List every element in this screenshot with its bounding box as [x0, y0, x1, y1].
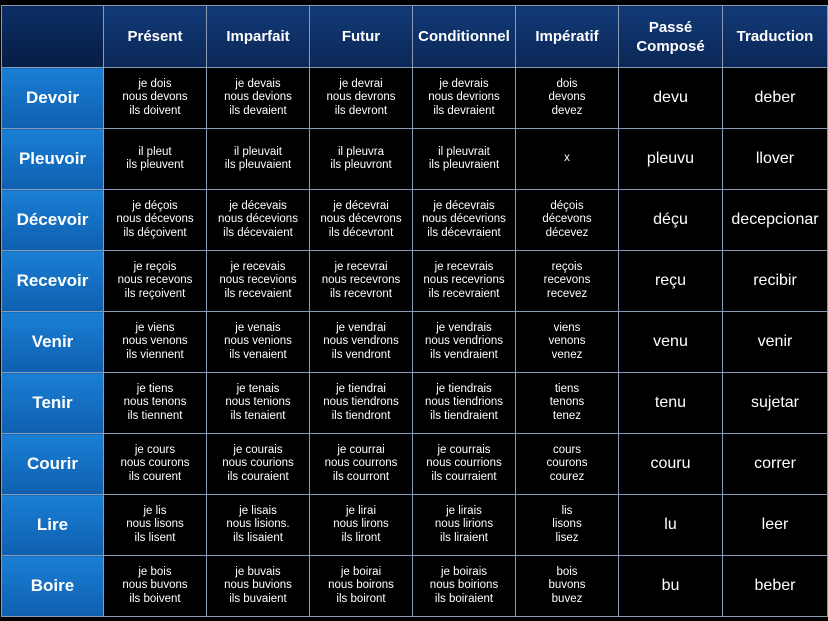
- conjugation-line: recevons: [543, 274, 591, 287]
- conjugation-line: lisez: [555, 531, 579, 544]
- conjugation-line: x: [564, 152, 570, 165]
- column-header: [619, 6, 723, 68]
- futur-cell: [310, 556, 413, 617]
- column-header: [516, 6, 619, 68]
- conjugation-line: il pleuvrait: [438, 145, 490, 158]
- conjugation-line: tenez: [552, 409, 582, 422]
- traduction-cell: leer: [723, 495, 828, 556]
- passe-compose-cell: déçu: [619, 190, 723, 251]
- header-label: Conditionnel: [418, 28, 510, 45]
- conjugation-line: lisons: [552, 518, 582, 531]
- conjugation-line: ils pleuvraient: [428, 159, 500, 171]
- imparfait-cell: [207, 68, 310, 129]
- passe-compose-cell: couru: [619, 434, 723, 495]
- verb-cell: Décevoir: [2, 190, 104, 251]
- conjugation-line: il pleuvra: [337, 145, 385, 158]
- conjugation-line: nous décevrions: [422, 213, 506, 226]
- passe-compose-cell: lu: [619, 495, 723, 556]
- conjugation-line: ils tiendront: [331, 409, 391, 422]
- imperatif-cell: [516, 68, 619, 129]
- table-row: [2, 373, 828, 434]
- conjugation-line: nous tiendrons: [323, 396, 399, 409]
- conjugation-line: je devrais: [439, 77, 489, 90]
- imparfait-cell: [207, 373, 310, 434]
- column-header: [723, 6, 828, 68]
- passe-compose-cell: reçu: [619, 251, 723, 312]
- conjugation-line: viens: [553, 321, 581, 334]
- conjugation-line: venez: [551, 348, 583, 361]
- corner-header: [2, 6, 104, 68]
- conjugation-line: ils recevraient: [428, 287, 500, 300]
- conjugation-line: je lirais: [446, 504, 482, 517]
- conjugation-line: décevez: [545, 226, 589, 239]
- conjugation-line: recevez: [546, 287, 588, 300]
- header-label: Traduction: [736, 28, 814, 45]
- present-cell: [104, 434, 207, 495]
- traduction-cell: recibir: [723, 251, 828, 312]
- conjugation-line: nous buvons: [122, 579, 188, 592]
- column-header: [413, 6, 516, 68]
- conjugation-line: devez: [551, 104, 583, 117]
- imperatif-cell: [516, 129, 619, 190]
- conjugation-line: ils courraient: [431, 470, 497, 483]
- verb-cell: Devoir: [2, 68, 104, 129]
- conjugation-line: je dois: [138, 77, 172, 90]
- verb-cell: Lire: [2, 495, 104, 556]
- conjugation-line: ils venaient: [229, 348, 287, 361]
- column-header: [310, 6, 413, 68]
- table-row: [2, 495, 828, 556]
- conjugation-line: tiens: [554, 382, 580, 395]
- conjugation-line: je décevrais: [433, 199, 495, 212]
- conditionnel-cell: [413, 190, 516, 251]
- conditionnel-cell: [413, 251, 516, 312]
- conjugation-line: ils pleuvront: [330, 159, 392, 171]
- conjugation-line: ils tiennent: [127, 409, 183, 422]
- conjugation-line: nous recevrions: [423, 274, 505, 287]
- conjugation-line: nous courons: [120, 457, 190, 470]
- conjugation-line: je tiendrais: [436, 382, 492, 395]
- imparfait-cell: [207, 190, 310, 251]
- conjugation-line: tenons: [549, 396, 585, 409]
- conjugation-line: nous lisions.: [226, 518, 290, 531]
- conjugation-line: nous recevrons: [321, 274, 401, 287]
- present-cell: [104, 556, 207, 617]
- traduction-cell: llover: [723, 129, 828, 190]
- conjugation-line: nous décevons: [116, 213, 194, 226]
- table-row: [2, 434, 828, 495]
- conjugation-line: je boirai: [340, 565, 382, 578]
- header-label: Composé: [636, 37, 705, 55]
- header-label: Présent: [127, 28, 183, 45]
- present-cell: [104, 251, 207, 312]
- traduction-cell: sujetar: [723, 373, 828, 434]
- conjugation-line: nous courrions: [426, 457, 502, 470]
- conditionnel-cell: [413, 495, 516, 556]
- futur-cell: [310, 251, 413, 312]
- table-row: [2, 68, 828, 129]
- conjugation-line: je tenais: [236, 382, 280, 395]
- conjugation-line: nous recevons: [117, 274, 193, 287]
- conjugation-line: nous décevrons: [320, 213, 402, 226]
- conjugation-line: nous venons: [122, 335, 188, 348]
- conjugation-line: ils tenaient: [230, 409, 286, 422]
- conjugation-line: ils boivent: [129, 592, 181, 605]
- conjugation-line: ils reçoivent: [124, 287, 186, 300]
- imparfait-cell: [207, 495, 310, 556]
- imperatif-cell: [516, 190, 619, 251]
- futur-cell: [310, 434, 413, 495]
- conjugation-line: nous tenions: [225, 396, 291, 409]
- conjugation-line: nous courions: [222, 457, 294, 470]
- present-cell: [104, 190, 207, 251]
- conjugation-line: ils doivent: [129, 104, 181, 117]
- conjugation-line: ils décevraient: [427, 226, 501, 239]
- conjugation-line: nous vendrions: [425, 335, 503, 348]
- conjugation-line: ils recevaient: [224, 287, 292, 300]
- conjugation-line: je boirais: [440, 565, 488, 578]
- conjugation-line: nous devons: [122, 91, 188, 104]
- conjugation-line: ils pleuvaient: [224, 159, 292, 171]
- conditionnel-cell: [413, 312, 516, 373]
- conjugation-line: nous devions: [224, 91, 292, 104]
- table-row: [2, 190, 828, 251]
- conjugation-line: ils déçoivent: [123, 226, 187, 239]
- conjugation-line: ils pleuvent: [126, 159, 184, 171]
- conjugation-line: je lis: [143, 504, 167, 517]
- conditionnel-cell: [413, 434, 516, 495]
- conjugation-line: je devrai: [339, 77, 383, 90]
- conjugation-line: ils vendraient: [430, 348, 498, 361]
- conjugation-line: nous tiendrions: [425, 396, 503, 409]
- imperatif-cell: [516, 373, 619, 434]
- conjugation-line: je vendrai: [336, 321, 386, 334]
- conjugation-line: dois: [556, 77, 578, 90]
- conjugation-line: nous lirions: [434, 518, 494, 531]
- conjugation-line: ils courent: [128, 470, 182, 483]
- conjugation-line: buvez: [551, 592, 583, 605]
- conjugation-line: je décevais: [229, 199, 287, 212]
- conjugation-line: je bois: [138, 565, 172, 578]
- header-row: [2, 6, 828, 68]
- table-row: [2, 251, 828, 312]
- header-label: Impératif: [535, 28, 599, 45]
- conjugation-line: ils liront: [341, 531, 381, 544]
- imparfait-cell: [207, 556, 310, 617]
- present-cell: [104, 129, 207, 190]
- conjugation-line: je reçois: [133, 260, 177, 273]
- conjugation-line: je venais: [235, 321, 281, 334]
- traduction-cell: deber: [723, 68, 828, 129]
- conjugation-line: il pleut: [138, 145, 172, 158]
- traduction-cell: correr: [723, 434, 828, 495]
- traduction-cell: decepcionar: [723, 190, 828, 251]
- conjugation-line: je décevrai: [333, 199, 389, 212]
- conjugation-line: reçois: [551, 260, 583, 273]
- imparfait-cell: [207, 434, 310, 495]
- verb-cell: Tenir: [2, 373, 104, 434]
- traduction-cell: venir: [723, 312, 828, 373]
- column-header: [104, 6, 207, 68]
- conjugation-line: nous lisons: [126, 518, 184, 531]
- conjugation-line: nous vendrons: [323, 335, 399, 348]
- futur-cell: [310, 495, 413, 556]
- imperatif-cell: [516, 312, 619, 373]
- verb-cell: Courir: [2, 434, 104, 495]
- header-label: Imparfait: [226, 28, 290, 45]
- conjugation-line: je lisais: [239, 504, 277, 517]
- imperatif-cell: [516, 556, 619, 617]
- imparfait-cell: [207, 129, 310, 190]
- conjugation-line: il pleuvait: [234, 145, 282, 158]
- conjugation-line: nous boirons: [328, 579, 394, 592]
- conjugation-line: buvons: [548, 579, 586, 592]
- conjugation-line: nous devrions: [428, 91, 500, 104]
- conjugation-line: je buvais: [235, 565, 281, 578]
- conditionnel-cell: [413, 373, 516, 434]
- present-cell: [104, 312, 207, 373]
- table-body: [2, 68, 828, 617]
- futur-cell: [310, 312, 413, 373]
- header-label: Passé: [648, 18, 693, 36]
- conjugation-line: ils décevront: [328, 226, 394, 239]
- conditionnel-cell: [413, 556, 516, 617]
- conjugation-line: venons: [548, 335, 586, 348]
- conjugation-line: nous courrons: [324, 457, 398, 470]
- passe-compose-cell: venu: [619, 312, 723, 373]
- passe-compose-cell: tenu: [619, 373, 723, 434]
- conjugation-line: ils vendront: [331, 348, 391, 361]
- conjugation-line: cours: [552, 443, 582, 456]
- conjugation-line: déçois: [550, 199, 584, 212]
- present-cell: [104, 68, 207, 129]
- verb-cell: Recevoir: [2, 251, 104, 312]
- conjugation-line: nous venions: [224, 335, 292, 348]
- passe-compose-cell: pleuvu: [619, 129, 723, 190]
- conjugation-line: lis: [561, 504, 573, 517]
- conjugation-line: ils devaient: [229, 104, 287, 117]
- conjugation-line: ils couraient: [227, 470, 289, 483]
- verb-cell: Venir: [2, 312, 104, 373]
- imparfait-cell: [207, 251, 310, 312]
- imparfait-cell: [207, 312, 310, 373]
- conjugation-line: je lirai: [345, 504, 377, 517]
- conjugation-line: courez: [549, 470, 585, 483]
- futur-cell: [310, 129, 413, 190]
- conjugation-line: ils boiront: [336, 592, 386, 605]
- conjugation-line: je courrais: [437, 443, 491, 456]
- traduction-cell: beber: [723, 556, 828, 617]
- conjugation-line: je devais: [235, 77, 281, 90]
- conjugation-line: je tiendrai: [336, 382, 386, 395]
- verb-cell: Pleuvoir: [2, 129, 104, 190]
- futur-cell: [310, 68, 413, 129]
- conjugation-line: nous tenons: [123, 396, 187, 409]
- conjugation-line: je courrai: [337, 443, 385, 456]
- futur-cell: [310, 373, 413, 434]
- futur-cell: [310, 190, 413, 251]
- conjugation-line: ils viennent: [126, 348, 184, 361]
- conjugation-line: ils décevaient: [223, 226, 293, 239]
- conjugation-line: ils liraient: [440, 531, 488, 544]
- conditionnel-cell: [413, 129, 516, 190]
- passe-compose-cell: bu: [619, 556, 723, 617]
- imperatif-cell: [516, 434, 619, 495]
- conjugation-line: nous lirons: [333, 518, 389, 531]
- conjugation-line: ils courront: [332, 470, 390, 483]
- conjugation-line: nous boirions: [429, 579, 499, 592]
- header-label: Futur: [341, 28, 381, 45]
- column-header: [207, 6, 310, 68]
- present-cell: [104, 373, 207, 434]
- conjugation-line: nous décevions: [218, 213, 298, 226]
- conjugation-line: ils boiraient: [434, 592, 494, 605]
- conjugation-line: ils devront: [334, 104, 388, 117]
- conjugation-line: je courais: [233, 443, 283, 456]
- conjugation-line: ils devraient: [433, 104, 495, 117]
- conjugation-line: je déçois: [132, 199, 178, 212]
- conjugation-line: décevons: [542, 213, 592, 226]
- conjugation-line: nous buvions: [224, 579, 292, 592]
- conjugation-line: je vendrais: [436, 321, 492, 334]
- conjugation-line: devons: [548, 91, 586, 104]
- conjugation-line: je recevrais: [434, 260, 494, 273]
- imperatif-cell: [516, 495, 619, 556]
- table-row: [2, 129, 828, 190]
- conditionnel-cell: [413, 68, 516, 129]
- table-row: [2, 312, 828, 373]
- conjugation-table: [1, 5, 828, 617]
- conjugation-line: ils lisent: [134, 531, 176, 544]
- conjugation-line: je recevais: [230, 260, 286, 273]
- table-row: [2, 556, 828, 617]
- conjugation-line: nous recevions: [219, 274, 297, 287]
- conjugation-line: nous devrons: [326, 91, 396, 104]
- conjugation-line: bois: [556, 565, 578, 578]
- conjugation-line: je viens: [135, 321, 175, 334]
- imperatif-cell: [516, 251, 619, 312]
- conjugation-line: je recevrai: [334, 260, 388, 273]
- conjugation-line: je cours: [134, 443, 176, 456]
- conjugation-line: je tiens: [136, 382, 174, 395]
- conjugation-line: ils tiendraient: [430, 409, 498, 422]
- present-cell: [104, 495, 207, 556]
- passe-compose-cell: devu: [619, 68, 723, 129]
- verb-cell: Boire: [2, 556, 104, 617]
- conjugation-line: ils lisaient: [233, 531, 283, 544]
- conjugation-line: ils recevront: [330, 287, 392, 300]
- conjugation-line: courons: [546, 457, 588, 470]
- conjugation-line: ils buvaient: [229, 592, 287, 605]
